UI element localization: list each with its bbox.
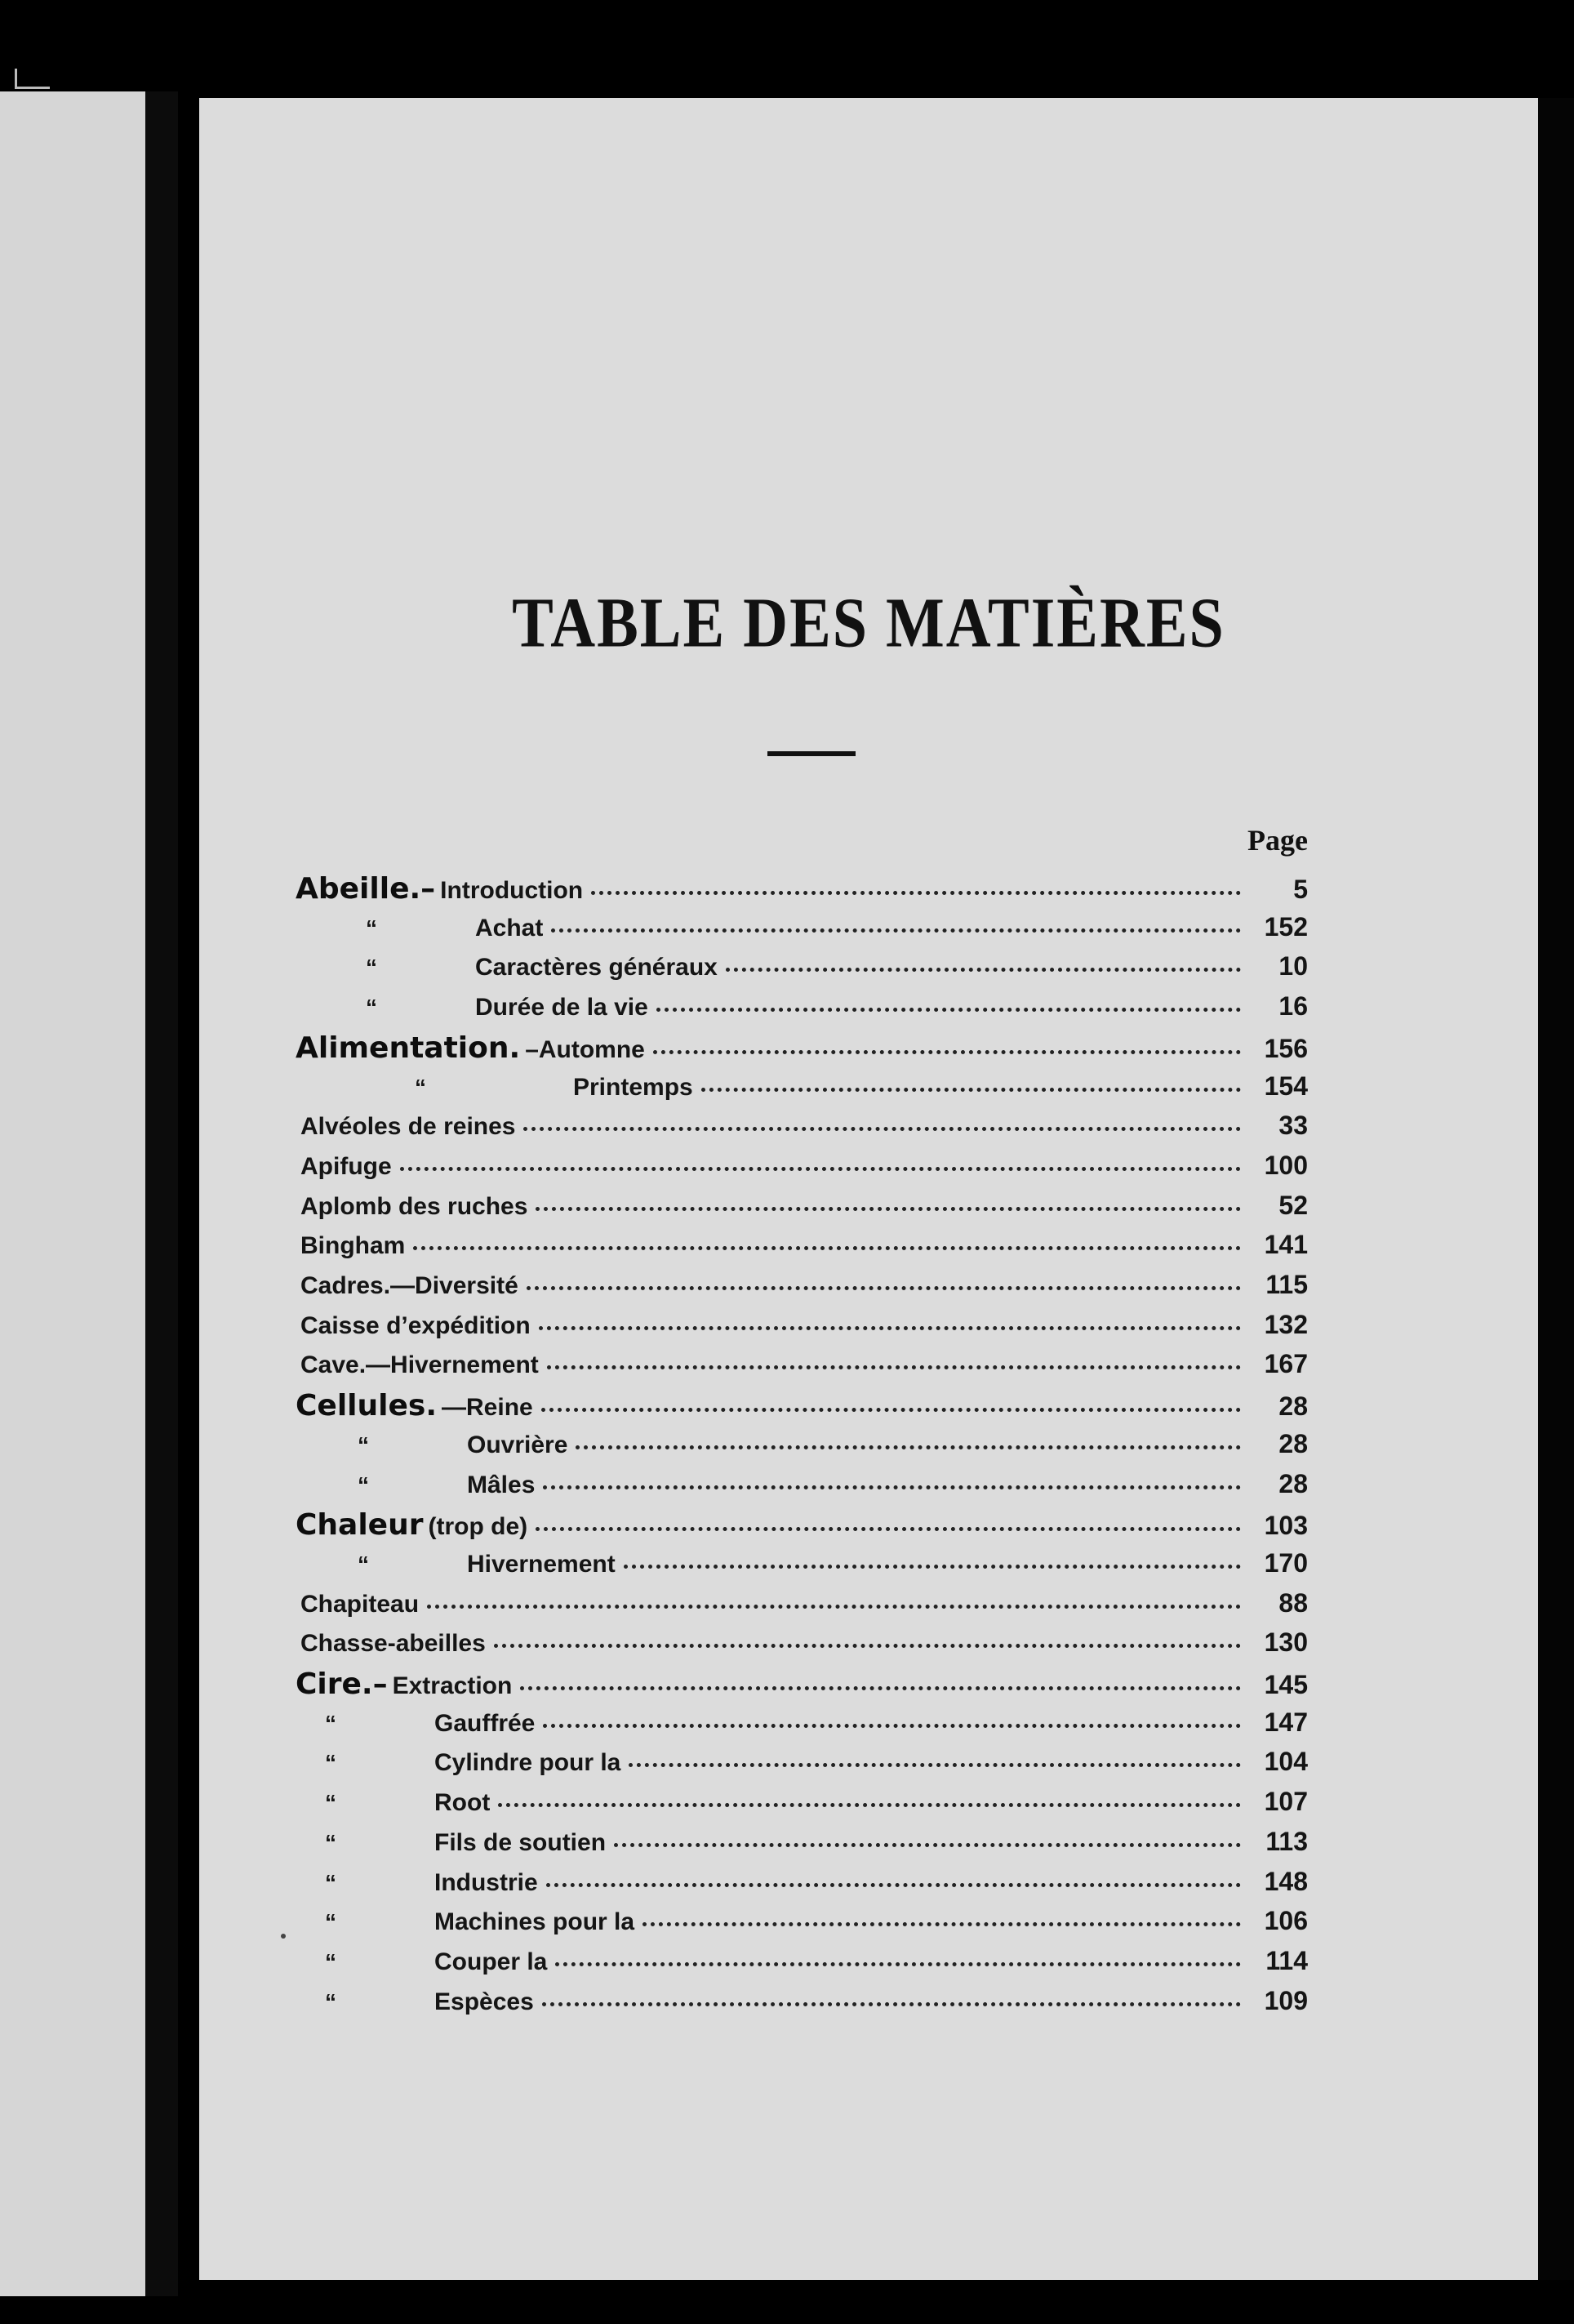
toc-entry [296,1707,1308,1747]
dot-leader [400,1167,1241,1171]
page-number: 103 [1264,1511,1308,1541]
entry-subject: Apifuge [300,1152,392,1180]
page-number: 114 [1265,1945,1308,1975]
ditto-mark: “ [325,1869,336,1895]
dot-leader [494,1644,1241,1648]
dot-leader [543,1485,1241,1489]
dot-leader [653,1050,1241,1054]
dot-leader [413,1246,1241,1250]
page-number: 154 [1264,1071,1308,1101]
toc-entry [296,1031,1308,1071]
toc-entry [296,1230,1308,1269]
toc-entry [296,1787,1308,1826]
dot-leader [701,1088,1241,1092]
page-number: 113 [1265,1826,1308,1856]
toc-entry [296,1349,1308,1388]
right-margin-shadow [1538,98,1574,2280]
entry-subject: Achat [475,914,544,942]
ditto-mark: “ [366,955,377,981]
ditto-mark: “ [325,1750,336,1776]
dot-leader [498,1803,1241,1807]
ditto-mark: “ [358,1551,369,1577]
dot-leader [527,1286,1241,1290]
page-number: 52 [1278,1190,1308,1220]
toc-entry [296,1946,1308,1985]
dot-leader [629,1763,1241,1767]
toc-entry [296,872,1308,911]
page-number: 16 [1278,991,1308,1022]
entry-subject: Fils de soutien [434,1828,607,1856]
corner-mark [15,69,50,89]
entry-heading: Chaleur [296,1508,424,1543]
dot-leader [542,2002,1241,2006]
entry-subject: Alvéoles de reines [300,1113,516,1141]
ditto-mark: “ [358,1431,369,1458]
toc-entry [296,991,1308,1031]
dot-leader [541,1408,1241,1412]
page-gutter [145,91,178,2296]
page-number: 115 [1265,1270,1308,1299]
page-number: 28 [1278,1468,1308,1498]
page-number: 109 [1264,1985,1308,2015]
toc-entry [296,1747,1308,1786]
entry-subject: Root [434,1789,491,1817]
margin-dot [281,1934,286,1939]
entry-subject: —Reine [442,1394,533,1422]
dot-leader [427,1605,1241,1609]
page-number: 107 [1264,1787,1308,1817]
dot-leader [523,1127,1241,1131]
entry-heading: Alimentation. [296,1031,521,1065]
page-column-heading: Page [1247,824,1308,857]
ditto-mark: “ [358,1471,369,1498]
toc-entry [296,1429,1308,1468]
entry-subject: Gauffrée [434,1709,536,1737]
entry-subject: Industrie [434,1868,538,1896]
toc-entry [296,1469,1308,1508]
page-number: 5 [1293,875,1308,904]
toc-entry [296,1548,1308,1587]
page-number: 28 [1278,1391,1308,1422]
toc-entry [296,1310,1308,1349]
entry-subject: Cave.—Hivernement [300,1351,539,1379]
entry-subject: Bingham [300,1232,406,1260]
dot-leader [656,1008,1241,1012]
entry-subject: Hivernement [467,1550,616,1578]
dot-leader [547,1365,1241,1369]
toc-entry [296,1627,1308,1667]
toc-entry [296,912,1308,951]
entry-subject: Mâles [467,1471,536,1498]
entry-subject: –Automne [525,1035,645,1063]
toc-entry [296,1508,1308,1547]
entry-subject: Introduction [440,877,584,904]
ditto-mark: “ [325,1988,336,2015]
document-page [199,98,1538,2280]
entry-subject: Espèces [434,1988,534,2015]
dot-leader [520,1686,1241,1690]
ditto-mark: “ [325,1790,336,1816]
page-number: 156 [1264,1033,1308,1063]
entry-subject: Caisse d’expédition [300,1311,531,1339]
entry-subject: Machines pour la [434,1908,635,1936]
entry-subject: Chapiteau [300,1590,420,1618]
entry-subject: Cadres.—Diversité [300,1272,518,1299]
entry-heading: Abeille.– [296,872,436,906]
entry-subject: Chasse-abeilles [300,1630,486,1658]
toc-entry [296,1389,1308,1428]
toc-entry [296,951,1308,991]
dot-leader [536,1207,1241,1211]
page-number: 152 [1264,911,1308,942]
toc-entry [296,1071,1308,1111]
dot-leader [539,1326,1241,1330]
entry-subject: Caractères généraux [475,954,718,982]
page-number: 100 [1264,1150,1308,1180]
dot-leader [551,928,1241,933]
entry-subject: Ouvrière [467,1431,568,1458]
ditto-mark: “ [325,1829,336,1855]
ditto-mark: “ [325,1909,336,1935]
toc-entry [296,1867,1308,1906]
toc-entry [296,1667,1308,1707]
dot-leader [536,1527,1241,1531]
dot-leader [642,1922,1241,1926]
page-number: 10 [1278,951,1308,982]
title-rule [767,751,856,756]
page-number: 104 [1264,1747,1308,1777]
entry-subject: Cylindre pour la [434,1749,621,1777]
ditto-mark: “ [415,1074,426,1100]
entry-subject: (trop de) [428,1513,528,1541]
page-number: 145 [1264,1670,1308,1699]
page-number: 28 [1278,1428,1308,1458]
entry-subject: Extraction [392,1672,513,1699]
page-number: 33 [1278,1111,1308,1141]
toc-entry [296,1986,1308,2025]
toc-entry [296,1191,1308,1230]
dot-leader [555,1962,1241,1966]
page-number: 106 [1264,1906,1308,1936]
page-number: 167 [1264,1349,1308,1379]
dot-leader [614,1843,1241,1847]
page-number: 132 [1264,1309,1308,1339]
entry-subject: Printemps [573,1073,693,1101]
page-number: 88 [1278,1587,1308,1618]
page-number: 148 [1264,1866,1308,1896]
toc-entry [296,1588,1308,1627]
toc-entry [296,1151,1308,1190]
toc-entry [296,1906,1308,1945]
page-number: 170 [1264,1547,1308,1578]
ditto-mark: “ [325,1710,336,1736]
ditto-mark: “ [366,995,377,1021]
ditto-mark: “ [366,915,377,941]
entry-subject: Couper la [434,1948,548,1975]
facing-page-edge [0,91,145,2296]
toc-entry [296,1827,1308,1866]
dot-leader [543,1724,1241,1728]
dot-leader [624,1565,1241,1569]
dot-leader [591,891,1241,895]
entry-heading: Cellules. [296,1389,438,1423]
page-number: 147 [1264,1707,1308,1737]
page-number: 130 [1264,1627,1308,1658]
dot-leader [726,968,1241,972]
toc-entry [296,1270,1308,1309]
dot-leader [546,1883,1241,1887]
page-number: 141 [1264,1230,1308,1260]
entry-subject: Durée de la vie [475,994,648,1022]
entry-heading: Cire.– [296,1667,388,1701]
toc-entry [296,1111,1308,1150]
page-title: TABLE DES MATIÈRES [512,583,1225,663]
entry-subject: Aplomb des ruches [300,1192,528,1220]
dot-leader [576,1445,1241,1449]
ditto-mark: “ [325,1948,336,1975]
